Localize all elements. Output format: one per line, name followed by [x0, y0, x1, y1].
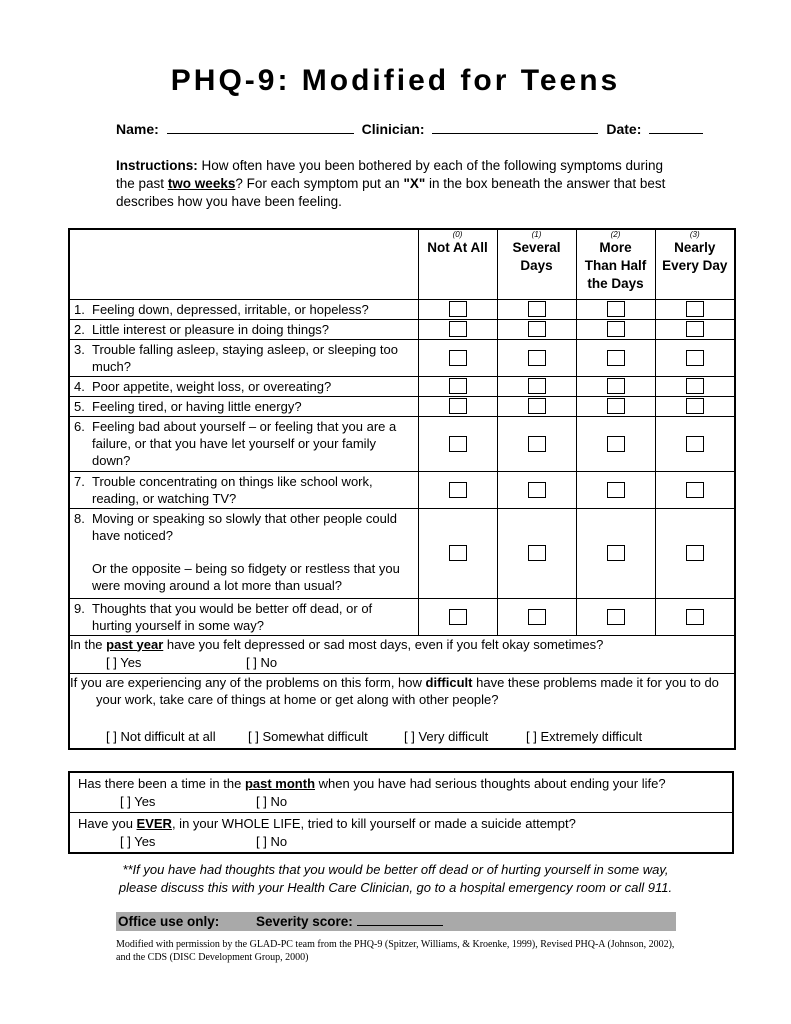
answer-checkbox[interactable] — [449, 609, 467, 625]
past-year-no-option[interactable]: [ ] No — [246, 654, 278, 670]
answer-checkbox[interactable] — [686, 321, 704, 337]
past-month-text-2: when you have had serious thoughts about ending your life? — [318, 776, 666, 791]
score-label: (1) — [531, 230, 542, 239]
answer-cell — [418, 376, 497, 396]
past-month-text: Has there been a time in the — [78, 776, 242, 791]
answer-checkbox[interactable] — [449, 350, 467, 366]
severity-score — [256, 912, 443, 931]
instructions — [116, 157, 676, 211]
past-year-cell — [69, 635, 735, 673]
answer-cell — [655, 416, 735, 471]
column-header — [655, 229, 735, 299]
answer-cell — [497, 299, 576, 319]
past-month-yes-option[interactable]: [ ] Yes — [120, 794, 156, 809]
past-month-cell — [69, 772, 733, 813]
past-month-row — [69, 772, 733, 813]
past-year-text: In the — [70, 636, 103, 652]
answer-checkbox[interactable] — [607, 301, 625, 317]
answer-cell — [655, 396, 735, 416]
answer-checkbox[interactable] — [528, 545, 546, 561]
difficulty-cell — [69, 673, 735, 749]
answer-cell — [497, 508, 576, 598]
past-month-emphasis: past month — [244, 776, 316, 791]
safety-note-line: **If you have had thoughts that you would be better off dead or of hurting yourself in some way, — [122, 862, 669, 877]
answer-checkbox[interactable] — [607, 436, 625, 452]
difficulty-option[interactable]: [ ] Somewhat difficult — [248, 728, 368, 744]
phq-table — [68, 228, 736, 750]
answer-cell — [497, 339, 576, 376]
question-label: Little interest or pleasure in doing things? — [92, 321, 330, 337]
difficulty-row — [69, 673, 735, 749]
question-row — [69, 339, 735, 376]
score-label: (2) — [610, 230, 621, 239]
question-number: 8. — [74, 510, 85, 526]
safety-note — [0, 861, 791, 897]
answer-checkbox[interactable] — [686, 609, 704, 625]
answer-cell — [655, 376, 735, 396]
past-year-emphasis: past year — [106, 636, 164, 652]
instructions-text-3: in the box beneath the answer that best describes how you have been feeling. — [116, 176, 666, 209]
answer-checkbox[interactable] — [528, 398, 546, 414]
column-header — [497, 229, 576, 299]
answer-checkbox[interactable] — [449, 545, 467, 561]
question-number: 4. — [74, 378, 85, 394]
severity-label: Severity score: — [256, 914, 353, 929]
ever-emphasis: EVER — [136, 816, 172, 831]
answer-cell — [576, 339, 655, 376]
question-text — [69, 416, 418, 471]
difficulty-option[interactable]: [ ] Extremely difficult — [526, 728, 643, 744]
ever-no-option[interactable]: [ ] No — [256, 834, 288, 849]
column-header-row — [69, 229, 735, 299]
ever-cell — [69, 813, 733, 854]
clinician-field[interactable] — [432, 121, 598, 134]
question-number: 9. — [74, 600, 85, 616]
answer-checkbox[interactable] — [607, 398, 625, 414]
difficulty-text-2: have these problems made it for you to do your work, take care of things at home or get along with other people? — [96, 674, 719, 707]
column-label: Several Days — [512, 240, 561, 273]
instructions-text-2: ? For each symptom put an — [235, 176, 400, 191]
answer-cell — [576, 299, 655, 319]
answer-cell — [576, 396, 655, 416]
answer-checkbox[interactable] — [607, 545, 625, 561]
question-row — [69, 416, 735, 471]
question-row — [69, 508, 735, 598]
answer-checkbox[interactable] — [449, 378, 467, 394]
question-label-alt: Or the opposite – being so fidgety or restless that you were moving around a lot more than usual? — [92, 560, 400, 593]
header-fields — [116, 121, 703, 137]
answer-cell — [418, 508, 497, 598]
past-year-yes-option[interactable]: [ ] Yes — [106, 654, 142, 670]
suicide-questions-table — [68, 771, 734, 854]
question-text — [69, 396, 418, 416]
ever-text: Have you — [78, 816, 133, 831]
answer-cell — [418, 396, 497, 416]
question-row — [69, 376, 735, 396]
column-label: Nearly Every Day — [662, 240, 728, 273]
ever-row — [69, 813, 733, 854]
question-label: Moving or speaking so slowly that other people could have noticed? — [92, 510, 397, 543]
answer-cell — [655, 508, 735, 598]
clinician-label: Clinician: — [361, 121, 425, 137]
question-text — [69, 376, 418, 396]
office-use-bar — [116, 912, 676, 931]
question-number: 3. — [74, 341, 85, 357]
answer-checkbox[interactable] — [686, 350, 704, 366]
severity-field[interactable] — [357, 912, 443, 926]
answer-cell — [655, 471, 735, 508]
form-title: PHQ-9: Modified for Teens — [170, 64, 621, 97]
instructions-lead: Instructions: — [116, 158, 198, 173]
credit-text: Modified with permission by the GLAD-PC team from the PHQ-9 (Spitzer, Williams, & Kroenke, 1999), Revised PHQ-A (Johnson, 2002), and the CDS (DISC Development Group, 2000) — [116, 939, 675, 963]
answer-checkbox[interactable] — [449, 398, 467, 414]
answer-cell — [655, 299, 735, 319]
answer-checkbox[interactable] — [528, 436, 546, 452]
answer-cell — [418, 319, 497, 339]
question-label: Trouble falling asleep, staying asleep, or sleeping too much? — [92, 341, 398, 374]
answer-cell — [576, 416, 655, 471]
answer-cell — [655, 598, 735, 635]
question-text — [69, 598, 418, 635]
question-text — [69, 508, 418, 598]
answer-cell — [497, 471, 576, 508]
answer-cell — [497, 319, 576, 339]
answer-cell — [576, 319, 655, 339]
answer-checkbox[interactable] — [686, 398, 704, 414]
date-label: Date: — [606, 121, 642, 137]
question-label: Poor appetite, weight loss, or overeating? — [92, 378, 332, 394]
answer-checkbox[interactable] — [528, 350, 546, 366]
answer-checkbox[interactable] — [528, 378, 546, 394]
answer-cell — [576, 376, 655, 396]
score-label: (3) — [689, 230, 700, 239]
answer-checkbox[interactable] — [686, 301, 704, 317]
answer-cell — [497, 598, 576, 635]
question-label: Trouble concentrating on things like school work, reading, or watching TV? — [92, 473, 373, 506]
question-label: Feeling bad about yourself – or feeling that you are a failure, or that you have let yourself or your family down? — [92, 418, 397, 468]
answer-cell — [497, 396, 576, 416]
answer-checkbox[interactable] — [686, 482, 704, 498]
answer-checkbox[interactable] — [449, 436, 467, 452]
past-year-row — [69, 635, 735, 673]
ever-yes-option[interactable]: [ ] Yes — [120, 834, 156, 849]
answer-cell — [655, 339, 735, 376]
answer-checkbox[interactable] — [449, 301, 467, 317]
answer-checkbox[interactable] — [528, 321, 546, 337]
answer-checkbox[interactable] — [607, 609, 625, 625]
answer-cell — [655, 319, 735, 339]
instructions-text: How often have you been bothered by each of the following symptoms during the past — [116, 158, 664, 191]
past-year-text-2: have you felt depressed or sad most days, even if you felt okay sometimes? — [166, 636, 604, 652]
past-month-no-option[interactable]: [ ] No — [256, 794, 288, 809]
answer-cell — [576, 508, 655, 598]
difficulty-emphasis: difficult — [425, 674, 473, 690]
answer-checkbox[interactable] — [528, 482, 546, 498]
difficulty-option[interactable]: [ ] Not difficult at all — [106, 728, 216, 744]
column-header — [418, 229, 497, 299]
name-label: Name: — [116, 121, 159, 137]
answer-checkbox[interactable] — [449, 482, 467, 498]
question-row — [69, 471, 735, 508]
question-number: 2. — [74, 321, 85, 337]
answer-checkbox[interactable] — [607, 378, 625, 394]
answer-cell — [418, 471, 497, 508]
score-label: (0) — [452, 230, 463, 239]
answer-checkbox[interactable] — [607, 482, 625, 498]
question-row — [69, 396, 735, 416]
answer-cell — [418, 598, 497, 635]
safety-note-line: please discuss this with your Health Care Clinician, go to a hospital emergency room or call 911. — [118, 880, 673, 895]
answer-checkbox[interactable] — [607, 321, 625, 337]
difficulty-text: If you are experiencing any of the problems on this form, how — [70, 674, 422, 690]
answer-checkbox[interactable] — [686, 378, 704, 394]
question-number: 5. — [74, 398, 85, 414]
answer-checkbox[interactable] — [528, 301, 546, 317]
answer-checkbox[interactable] — [528, 609, 546, 625]
answer-checkbox[interactable] — [449, 321, 467, 337]
question-text — [69, 319, 418, 339]
instructions-emphasis: two weeks — [167, 176, 236, 191]
answer-cell — [576, 471, 655, 508]
question-number: 7. — [74, 473, 85, 489]
difficulty-option[interactable]: [ ] Very difficult — [404, 728, 489, 744]
question-label: Feeling down, depressed, irritable, or hopeless? — [92, 301, 369, 317]
column-header — [576, 229, 655, 299]
answer-checkbox[interactable] — [686, 436, 704, 452]
header-blank — [69, 229, 418, 299]
answer-cell — [418, 416, 497, 471]
answer-cell — [418, 339, 497, 376]
column-label: More Than Half the Days — [584, 240, 647, 291]
answer-cell — [576, 598, 655, 635]
ever-text-2: , in your WHOLE LIFE, tried to kill yourself or made a suicide attempt? — [171, 816, 576, 831]
instructions-mark: "X" — [403, 176, 426, 191]
question-row — [69, 319, 735, 339]
question-number: 6. — [74, 418, 85, 434]
question-text — [69, 299, 418, 319]
column-label: Not At All — [427, 240, 488, 255]
office-use-label: Office use only: — [118, 914, 220, 929]
question-label: Thoughts that you would be better off dead, or of hurting yourself in some way? — [92, 600, 373, 633]
answer-cell — [418, 299, 497, 319]
answer-checkbox[interactable] — [607, 350, 625, 366]
name-field[interactable] — [167, 121, 354, 134]
question-text — [69, 339, 418, 376]
answer-cell — [497, 376, 576, 396]
answer-cell — [497, 416, 576, 471]
question-text — [69, 471, 418, 508]
question-row — [69, 598, 735, 635]
question-label: Feeling tired, or having little energy? — [92, 398, 302, 414]
question-row — [69, 299, 735, 319]
answer-checkbox[interactable] — [686, 545, 704, 561]
question-number: 1. — [74, 301, 85, 317]
date-field[interactable] — [649, 121, 703, 134]
